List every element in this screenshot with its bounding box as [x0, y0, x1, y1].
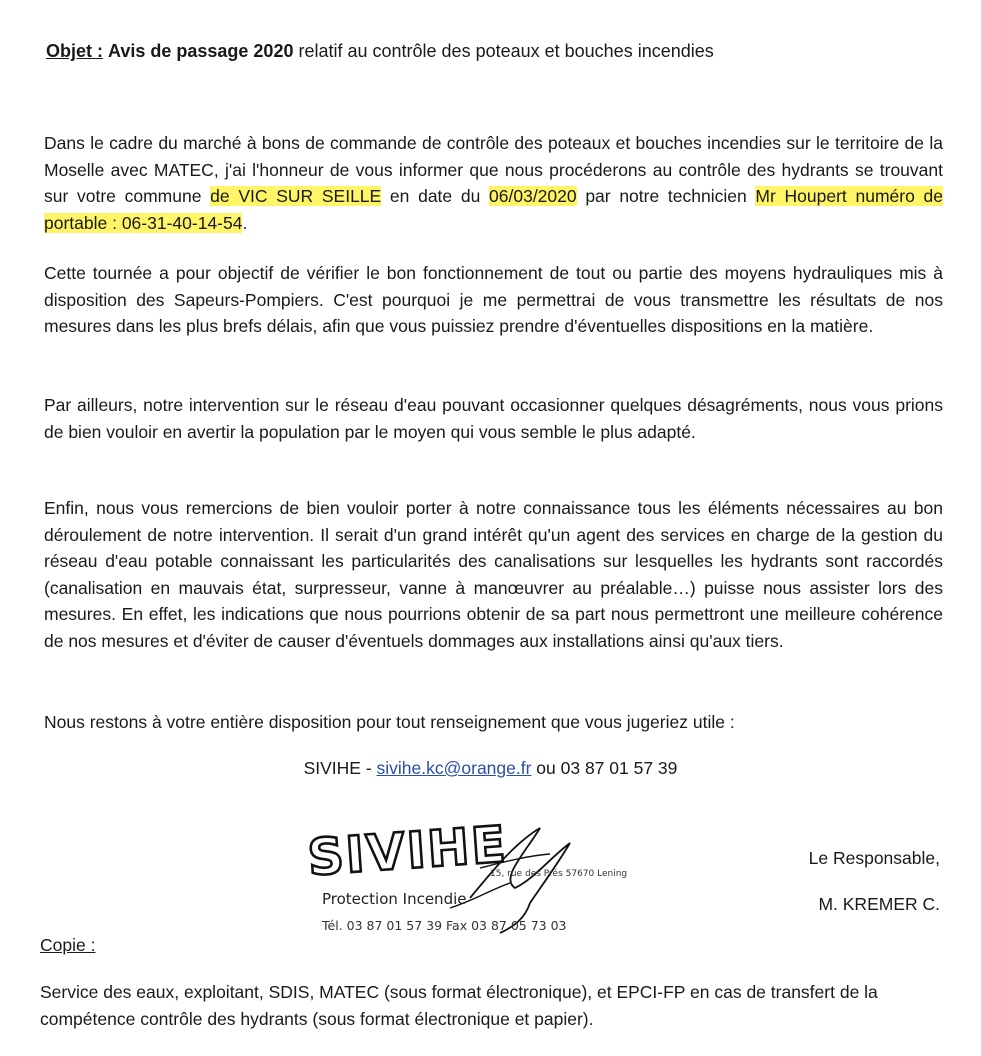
contact-email-link[interactable]: sivihe.kc@orange.fr [376, 758, 532, 778]
stamp-logo: SIVIHE [305, 815, 510, 887]
stamp-subtitle: Protection Incendie [322, 890, 467, 908]
stamp-address: 15, rue des Prés 57670 Lening [490, 869, 628, 879]
intro-text-a: Dans le cadre du marché à bons de commande de contrôle des poteaux et bouches incendies sur le territoire de la Moselle avec MATEC, j'ai l'honneur de vous informer que nous procéderons au contrôle des hydrants se trouvant sur votre commune [44, 133, 943, 206]
paragraph-network: Par ailleurs, notre intervention sur le réseau d'eau pouvant occasionner quelques désagréments, nous vous prions de bien vouloir en avertir la population par le moyen qui vous semble le plus adapté. [44, 395, 943, 442]
subject-line [46, 38, 714, 65]
company-stamp [300, 808, 660, 938]
copie-text: Service des eaux, exploitant, SDIS, MATEC (sous format électronique), et EPCI-FP en cas de transfert de la compétence contrôle des hydrants (sous format électronique et papier). [40, 982, 878, 1029]
intro-text-b: en date du [381, 186, 490, 206]
signature-role: Le Responsable, [808, 848, 940, 868]
contact-phone: ou 03 87 01 57 39 [531, 758, 678, 778]
copie-heading: Copie : [40, 935, 96, 955]
paragraph-closing: Nous restons à votre entière disposition pour tout renseignement que vous jugeriez utile : [44, 712, 735, 732]
paragraph-intro [44, 130, 943, 236]
contact-line [0, 755, 981, 782]
paragraph-objective: Cette tournée a pour objectif de vérifier le bon fonctionnement de tout ou partie des moyens hydrauliques mis à disposition des Sapeurs-Pompiers. C'est pourquoi je me permettrai de vous transmettre les résultats de nos mesures dans les plus brefs délais, afin que vous puissiez prendre d'éventuelles dispositions en la matière. [44, 263, 943, 336]
subject-bold: Avis de passage 2020 [108, 41, 294, 61]
highlight-date: 06/03/2020 [489, 186, 577, 206]
intro-text-d: . [242, 212, 248, 233]
subject-rest: relatif au contrôle des poteaux et bouches incendies [293, 41, 714, 61]
contact-org: SIVIHE - [303, 758, 377, 778]
paragraph-assistance: Enfin, nous vous remercions de bien vouloir porter à notre connaissance tous les éléments nécessaires au bon déroulement de notre intervention. Il serait d'un grand intérêt qu'un agent des services en charge de la gestion du réseau d'eau potable connaissant les particularités des canalisations sur lesquelles les hydrants sont raccordés (canalisation en mauvais état, surpresseur, vanne à manœuvrer au préalable…) puisse nous assister lors des mesures. En effet, les indications que nous pourrions obtenir de sa part nous permettront une meilleure cohérence de nos mesures et d'éviter de causer d'éventuels dommages aux installations ainsi qu'aux tiers. [44, 498, 943, 651]
stamp-tel: Tél. 03 87 01 57 39 Fax 03 87 05 73 03 [322, 918, 567, 933]
signature-name: M. KREMER C. [818, 894, 940, 914]
intro-text-c: par notre technicien [576, 186, 756, 206]
highlight-technicien: Mr Houpert numéro de portable : 06-31-40-14-54 [44, 186, 943, 233]
highlight-commune: de VIC SUR SEILLE [210, 186, 382, 206]
subject-label: Objet : [46, 41, 103, 61]
